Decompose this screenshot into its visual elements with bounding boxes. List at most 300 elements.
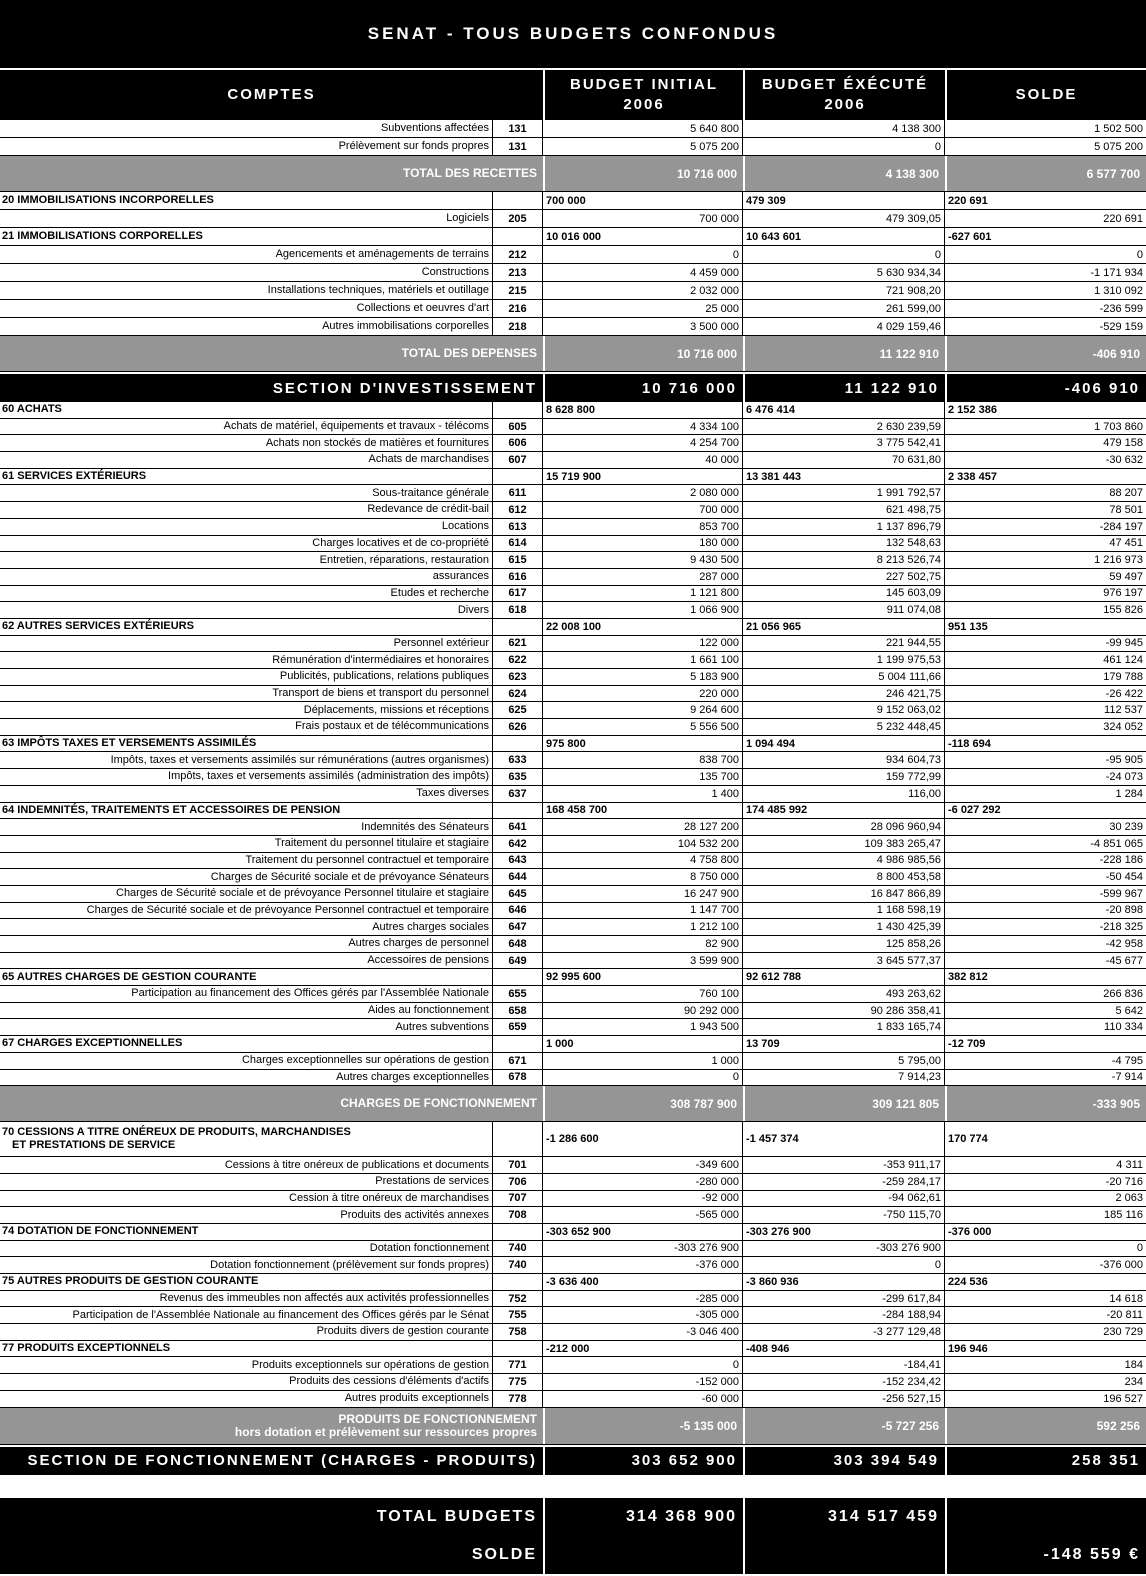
cell-initial: 4 254 700 [543, 435, 743, 451]
account-code [493, 736, 543, 752]
detail-row [0, 1374, 1146, 1391]
cell-execute: 1 833 165,74 [743, 1019, 945, 1035]
account-label [0, 282, 493, 299]
cell-initial: 135 700 [543, 769, 743, 785]
cell-execute: 13 381 443 [743, 469, 945, 485]
account-label-text: Participation de l'Assemblée Nationale au financement des Offices gérés par le Sénat [72, 1308, 489, 1321]
account-label [0, 702, 493, 718]
account-label-text: 75 AUTRES PRODUITS DE GESTION COURANTE [2, 1275, 259, 1288]
account-code: 706 [493, 1174, 543, 1190]
account-label [0, 452, 493, 468]
account-code [493, 192, 543, 209]
cell-initial: 760 100 [543, 986, 743, 1002]
cell-solde: -20 811 [1106, 1309, 1143, 1322]
total-label-text: TOTAL DES DEPENSES [401, 346, 537, 360]
cell-execute: -256 527,15 [743, 1391, 945, 1407]
cell-execute: -152 234,42 [743, 1374, 945, 1390]
account-label-text: Dotation fonctionnement [369, 1241, 489, 1254]
cell-execute: 0 [743, 1257, 945, 1273]
detail-row [0, 552, 1146, 569]
cell-initial: 122 000 [543, 636, 743, 652]
cell-execute: 5 630 934,34 [743, 264, 945, 281]
cell-solde: 234 [1124, 1375, 1143, 1388]
cell-initial: 5 640 800 [543, 120, 743, 137]
account-label [0, 1391, 493, 1407]
cell-solde: -529 159 [1099, 320, 1143, 333]
section-row [0, 228, 1146, 246]
cell-solde: 112 537 [1104, 704, 1143, 717]
cell-initial: 10 716 000 [543, 374, 743, 402]
account-code: 212 [493, 246, 543, 263]
detail-row [0, 435, 1146, 452]
cell-solde: 1 703 860 [1094, 420, 1143, 433]
cell-solde: -376 000 [948, 1225, 992, 1238]
account-code [493, 402, 543, 418]
cell-execute: 221 944,55 [743, 636, 945, 652]
cell-execute: 4 986 985,56 [743, 853, 945, 869]
account-label [0, 552, 493, 568]
section-row [0, 1341, 1146, 1358]
account-label [0, 1036, 493, 1052]
cell-execute: 261 599,00 [743, 300, 945, 317]
account-code: 635 [493, 769, 543, 785]
account-code [493, 1224, 543, 1240]
account-code: 643 [493, 853, 543, 869]
cell-initial: 303 652 900 [543, 1447, 743, 1475]
cell-initial: 8 628 800 [543, 402, 743, 418]
cell-initial: 104 532 200 [543, 836, 743, 852]
page-title: SENAT - TOUS BUDGETS CONFONDUS [367, 24, 779, 43]
account-label [0, 1241, 493, 1257]
cell-execute: -5 727 256 [743, 1408, 945, 1444]
cell-initial: 22 008 100 [543, 619, 743, 635]
cell-initial: 975 800 [543, 736, 743, 752]
cell-solde: -406 910 [945, 374, 1146, 402]
total-label-text: TOTAL BUDGETS [376, 1508, 537, 1525]
report-title-bar [0, 0, 1146, 68]
account-label-text: Charges locatives et de co-propriété [312, 536, 489, 549]
account-label [0, 986, 493, 1002]
account-code: 131 [493, 138, 543, 155]
cell-solde: 88 207 [1109, 487, 1143, 500]
account-label-text: Produits des cessions d'éléments d'actifs [289, 1375, 489, 1388]
cell-execute: 16 847 866,89 [743, 886, 945, 902]
cell-initial: 9 430 500 [543, 552, 743, 568]
account-code: 611 [493, 485, 543, 501]
account-code [493, 469, 543, 485]
section-row [0, 1122, 1146, 1157]
budget-initial-header-label: BUDGET INITIAL [570, 76, 718, 93]
cell-execute: -750 115,70 [743, 1207, 945, 1223]
cell-solde: -6 027 292 [948, 804, 1001, 817]
cell-initial: 16 247 900 [543, 886, 743, 902]
cell-execute: 0 [743, 246, 945, 263]
account-label-text: 70 CESSIONS A TITRE ONÉREUX DE PRODUITS, MARCHANDISES [2, 1126, 351, 1139]
account-code: 612 [493, 502, 543, 518]
cell-solde: 47 451 [1109, 537, 1143, 550]
account-label-text: Logiciels [446, 212, 489, 224]
account-label-text: Cession à titre onéreux de marchandises [289, 1191, 489, 1204]
cell-execute: 13 709 [743, 1036, 945, 1052]
account-label-text: Achats de matériel, équipements et travaux - télécoms [223, 420, 489, 433]
account-label [0, 1157, 493, 1173]
cell-initial: 2 032 000 [543, 282, 743, 299]
cell-execute: 4 138 300 [743, 120, 945, 137]
account-label-text: 21 IMMOBILISATIONS CORPORELLES [2, 230, 203, 242]
detail-row [0, 519, 1146, 536]
cell-execute: 125 858,26 [743, 936, 945, 952]
cell-solde: 220 691 [1103, 212, 1143, 225]
detail-row [0, 953, 1146, 970]
detail-row [0, 586, 1146, 603]
cell-initial: -565 000 [543, 1207, 743, 1223]
cell-execute: -299 617,84 [743, 1291, 945, 1307]
subtotal-row [0, 1408, 1146, 1445]
total-label [0, 336, 543, 371]
cell-initial: 1 000 [543, 1036, 743, 1052]
account-code: 740 [493, 1257, 543, 1273]
cell-initial: 853 700 [543, 519, 743, 535]
account-label [0, 819, 493, 835]
cell-execute: -353 911,17 [743, 1157, 945, 1173]
account-code: 778 [493, 1391, 543, 1407]
detail-row [0, 936, 1146, 953]
account-label [0, 120, 493, 137]
cell-solde: 220 691 [948, 194, 988, 207]
cell-execute: 4 029 159,46 [743, 318, 945, 335]
account-code: 213 [493, 264, 543, 281]
cell-solde: 59 497 [1109, 570, 1143, 583]
cell-initial: -60 000 [543, 1391, 743, 1407]
detail-row [0, 138, 1146, 156]
comptes-header-label: COMPTES [227, 86, 316, 103]
detail-row [0, 869, 1146, 886]
blank-row [0, 1475, 1146, 1498]
cell-initial: 308 787 900 [543, 1086, 743, 1121]
cell-solde: -333 905 [945, 1086, 1146, 1121]
grand-total-row [0, 1498, 1146, 1536]
account-label [0, 1019, 493, 1035]
cell-solde: 258 351 [945, 1447, 1146, 1475]
account-label [0, 886, 493, 902]
cell-initial: 1 000 [543, 1053, 743, 1069]
account-label [0, 919, 493, 935]
cell-initial: 180 000 [543, 536, 743, 552]
cell-solde: 30 239 [1109, 821, 1143, 834]
account-label-text: Rémunération d'intermédiaires et honoraires [272, 653, 489, 666]
account-code: 752 [493, 1291, 543, 1307]
account-code: 645 [493, 886, 543, 902]
cell-execute: 7 914,23 [743, 1070, 945, 1086]
cell-execute: -303 276 900 [743, 1241, 945, 1257]
budget-execute-header-label: BUDGET ÉXÉCUTÉ [761, 76, 929, 93]
cell-solde: -42 958 [1105, 937, 1143, 950]
section-row [0, 619, 1146, 636]
cell-solde: 324 052 [1103, 720, 1143, 733]
total-label [0, 1086, 543, 1121]
cell-execute: 109 383 265,47 [743, 836, 945, 852]
detail-row [0, 1241, 1146, 1258]
cell-execute: 4 138 300 [743, 156, 945, 191]
cell-execute: 132 548,63 [743, 536, 945, 552]
cell-solde: 1 284 [1115, 787, 1143, 800]
account-label [0, 636, 493, 652]
account-code: 708 [493, 1207, 543, 1223]
cell-initial: 10 716 000 [543, 156, 743, 191]
cell-execute: 8 800 453,58 [743, 869, 945, 885]
cell-execute: -1 457 374 [743, 1122, 945, 1156]
solde-header-label: SOLDE [1015, 86, 1078, 103]
cell-solde: -1 171 934 [1090, 266, 1143, 279]
account-code: 624 [493, 686, 543, 702]
cell-initial: 1 147 700 [543, 903, 743, 919]
cell-execute: -303 276 900 [743, 1224, 945, 1240]
account-code [493, 228, 543, 245]
account-label-text: Achats de marchandises [368, 453, 489, 466]
cell-execute: 5 004 111,66 [743, 669, 945, 685]
account-code: 625 [493, 702, 543, 718]
account-code: 644 [493, 869, 543, 885]
cell-execute: 309 121 805 [743, 1086, 945, 1121]
cell-solde: 2 152 386 [948, 403, 997, 416]
section-row [0, 803, 1146, 820]
cell-execute [743, 1536, 945, 1574]
account-label-text: Autres charges sociales [372, 920, 489, 933]
detail-row [0, 853, 1146, 870]
account-label-text: 63 IMPÔTS TAXES ET VERSEMENTS ASSIMILÉS [2, 737, 257, 750]
account-label-text: Traitement du personnel contractuel et temporaire [245, 853, 489, 866]
cell-execute: 493 263,62 [743, 986, 945, 1002]
account-code: 701 [493, 1157, 543, 1173]
account-code: 131 [493, 120, 543, 137]
cell-solde: -284 197 [1099, 520, 1143, 533]
account-code: 622 [493, 652, 543, 668]
account-label-text: Autres produits exceptionnels [344, 1392, 489, 1405]
detail-row [0, 569, 1146, 586]
detail-row [0, 282, 1146, 300]
cell-initial: -5 135 000 [543, 1408, 743, 1444]
cell-execute: 90 286 358,41 [743, 1003, 945, 1019]
account-code: 647 [493, 919, 543, 935]
account-label-text: Taxes diverses [416, 787, 489, 800]
cell-solde: -20 716 [1105, 1175, 1143, 1188]
cell-solde: 951 135 [948, 620, 988, 633]
account-label [0, 1003, 493, 1019]
account-label-text: Impôts, taxes et versements assimilés (administration des impôts) [168, 770, 489, 783]
cell-execute: 174 485 992 [743, 803, 945, 819]
account-label [0, 953, 493, 969]
detail-row [0, 786, 1146, 803]
cell-initial: 0 [543, 1070, 743, 1086]
account-label [0, 619, 493, 635]
cell-initial: 3 500 000 [543, 318, 743, 335]
total-label-text-2: hors dotation et prélèvement sur ressources propres [234, 1424, 537, 1439]
account-label [0, 536, 493, 552]
detail-row [0, 210, 1146, 228]
cell-solde: 196 946 [948, 1342, 988, 1355]
account-label [0, 786, 493, 802]
account-code: 216 [493, 300, 543, 317]
account-label-text: Divers [457, 603, 489, 616]
cell-initial: 838 700 [543, 752, 743, 768]
account-label [0, 569, 493, 585]
cell-execute: 5 232 448,45 [743, 719, 945, 735]
account-code: 613 [493, 519, 543, 535]
account-label [0, 1374, 493, 1390]
cell-initial: 1 121 800 [543, 586, 743, 602]
total-label-text: SECTION D'INVESTISSEMENT [272, 379, 537, 397]
account-label [0, 318, 493, 335]
cell-execute: 721 908,20 [743, 282, 945, 299]
account-label-text: Agencements et aménagements de terrains [275, 248, 489, 260]
cell-execute: 1 199 975,53 [743, 652, 945, 668]
cell-solde: 14 618 [1109, 1292, 1143, 1305]
cell-execute: 10 643 601 [743, 228, 945, 245]
account-label-text: Déplacements, missions et réceptions [303, 703, 489, 716]
detail-row [0, 702, 1146, 719]
account-code: 626 [493, 719, 543, 735]
account-label-text: Charges de Sécurité sociale et de prévoyance Personnel contractuel et temporaire [86, 903, 489, 916]
cell-initial: 28 127 200 [543, 819, 743, 835]
cell-initial: 0 [543, 246, 743, 263]
total-label-text: SECTION DE FONCTIONNEMENT (CHARGES - PRODUITS) [27, 1452, 537, 1469]
cell-execute: 9 152 063,02 [743, 702, 945, 718]
table-header [0, 70, 1146, 120]
cell-initial: 168 458 700 [543, 803, 743, 819]
section-row [0, 1224, 1146, 1241]
detail-row [0, 819, 1146, 836]
cell-solde: -95 905 [1105, 754, 1143, 767]
cell-execute: 1 430 425,39 [743, 919, 945, 935]
account-code: 707 [493, 1191, 543, 1207]
detail-row [0, 300, 1146, 318]
total-label [0, 374, 543, 402]
cell-solde: 461 124 [1103, 654, 1143, 667]
account-label-text: Accessoires de pensions [367, 954, 489, 967]
cell-solde: 266 836 [1103, 987, 1143, 1000]
account-code: 618 [493, 602, 543, 618]
account-label [0, 752, 493, 768]
grand-total-row [0, 374, 1146, 402]
cell-initial: 220 000 [543, 686, 743, 702]
column-header-budget-initial [543, 70, 743, 120]
account-label-text: 77 PRODUITS EXCEPTIONNELS [2, 1342, 171, 1355]
cell-solde: 0 [1136, 1242, 1143, 1255]
cell-initial: 4 758 800 [543, 853, 743, 869]
cell-solde: -627 601 [948, 230, 992, 243]
section-row [0, 1274, 1146, 1291]
detail-row [0, 836, 1146, 853]
account-label [0, 1207, 493, 1223]
account-code: 614 [493, 536, 543, 552]
account-label-text: Traitement du personnel titulaire et stagiaire [274, 837, 489, 850]
cell-execute: 911 074,08 [743, 602, 945, 618]
section-row [0, 192, 1146, 210]
cell-initial: -280 000 [543, 1174, 743, 1190]
account-label [0, 1324, 493, 1340]
cell-initial: -212 000 [543, 1341, 743, 1357]
detail-row [0, 502, 1146, 519]
account-label [0, 264, 493, 281]
detail-row [0, 1391, 1146, 1408]
detail-row [0, 986, 1146, 1003]
cell-solde: 4 311 [1116, 1159, 1143, 1172]
cell-solde: -12 709 [948, 1037, 986, 1050]
account-label [0, 246, 493, 263]
cell-solde: 976 197 [1103, 587, 1143, 600]
cell-execute: -284 188,94 [743, 1307, 945, 1323]
cell-solde: 6 577 700 [945, 156, 1146, 191]
cell-solde: 179 788 [1103, 670, 1143, 683]
detail-row [0, 669, 1146, 686]
account-code: 606 [493, 435, 543, 451]
account-label [0, 192, 493, 209]
account-label [0, 402, 493, 418]
cell-execute: 1 094 494 [743, 736, 945, 752]
account-label [0, 419, 493, 435]
total-label-text: TOTAL DES RECETTES [402, 166, 537, 180]
cell-execute: 28 096 960,94 [743, 819, 945, 835]
account-label-text: 65 AUTRES CHARGES DE GESTION COURANTE [2, 970, 257, 983]
account-code: 671 [493, 1053, 543, 1069]
account-label-text: Autres subventions [395, 1020, 489, 1033]
cell-initial: 25 000 [543, 300, 743, 317]
account-label-text: Participation au financement des Offices gérés par l'Assemblée Nationale [131, 987, 489, 1000]
cell-solde: 230 729 [1103, 1325, 1143, 1338]
cell-solde: -24 073 [1105, 770, 1143, 783]
total-label [0, 1498, 543, 1536]
cell-initial: -376 000 [543, 1257, 743, 1273]
subtotal-row [0, 1086, 1146, 1122]
cell-execute: 934 604,73 [743, 752, 945, 768]
detail-row [0, 686, 1146, 703]
cell-initial: 10 016 000 [543, 228, 743, 245]
account-code: 215 [493, 282, 543, 299]
cell-execute: -3 860 936 [743, 1274, 945, 1290]
total-label-text: CHARGES DE FONCTIONNEMENT [340, 1096, 537, 1111]
account-label [0, 1357, 493, 1373]
account-label-text: Produits exceptionnels sur opérations de gestion [251, 1358, 489, 1371]
cell-initial: 0 [543, 1357, 743, 1373]
cell-initial: 2 080 000 [543, 485, 743, 501]
detail-row [0, 1174, 1146, 1191]
detail-row [0, 769, 1146, 786]
cell-solde: -4 851 065 [1090, 837, 1143, 850]
account-label-text: Autres charges exceptionnelles [336, 1070, 489, 1083]
account-label-text: Prestations de services [375, 1175, 489, 1188]
detail-row [0, 1257, 1146, 1274]
cell-execute: 116,00 [743, 786, 945, 802]
account-code: 678 [493, 1070, 543, 1086]
detail-row [0, 452, 1146, 469]
cell-execute: 11 122 910 [743, 374, 945, 402]
account-label-text: Aides au fonctionnement [367, 1004, 489, 1017]
cell-solde [945, 1498, 1146, 1536]
account-label [0, 1053, 493, 1069]
cell-solde: -99 945 [1105, 637, 1143, 650]
total-label [0, 1447, 543, 1475]
budget-execute-header-year: 2006 [824, 96, 866, 113]
detail-row [0, 419, 1146, 436]
cell-initial: -285 000 [543, 1291, 743, 1307]
cell-execute: 2 630 239,59 [743, 419, 945, 435]
cell-solde: 155 826 [1103, 604, 1143, 617]
cell-solde: 170 774 [948, 1133, 988, 1146]
cell-execute: -259 284,17 [743, 1174, 945, 1190]
cell-solde: -376 000 [1099, 1259, 1143, 1272]
account-code [493, 1274, 543, 1290]
account-code [493, 969, 543, 985]
